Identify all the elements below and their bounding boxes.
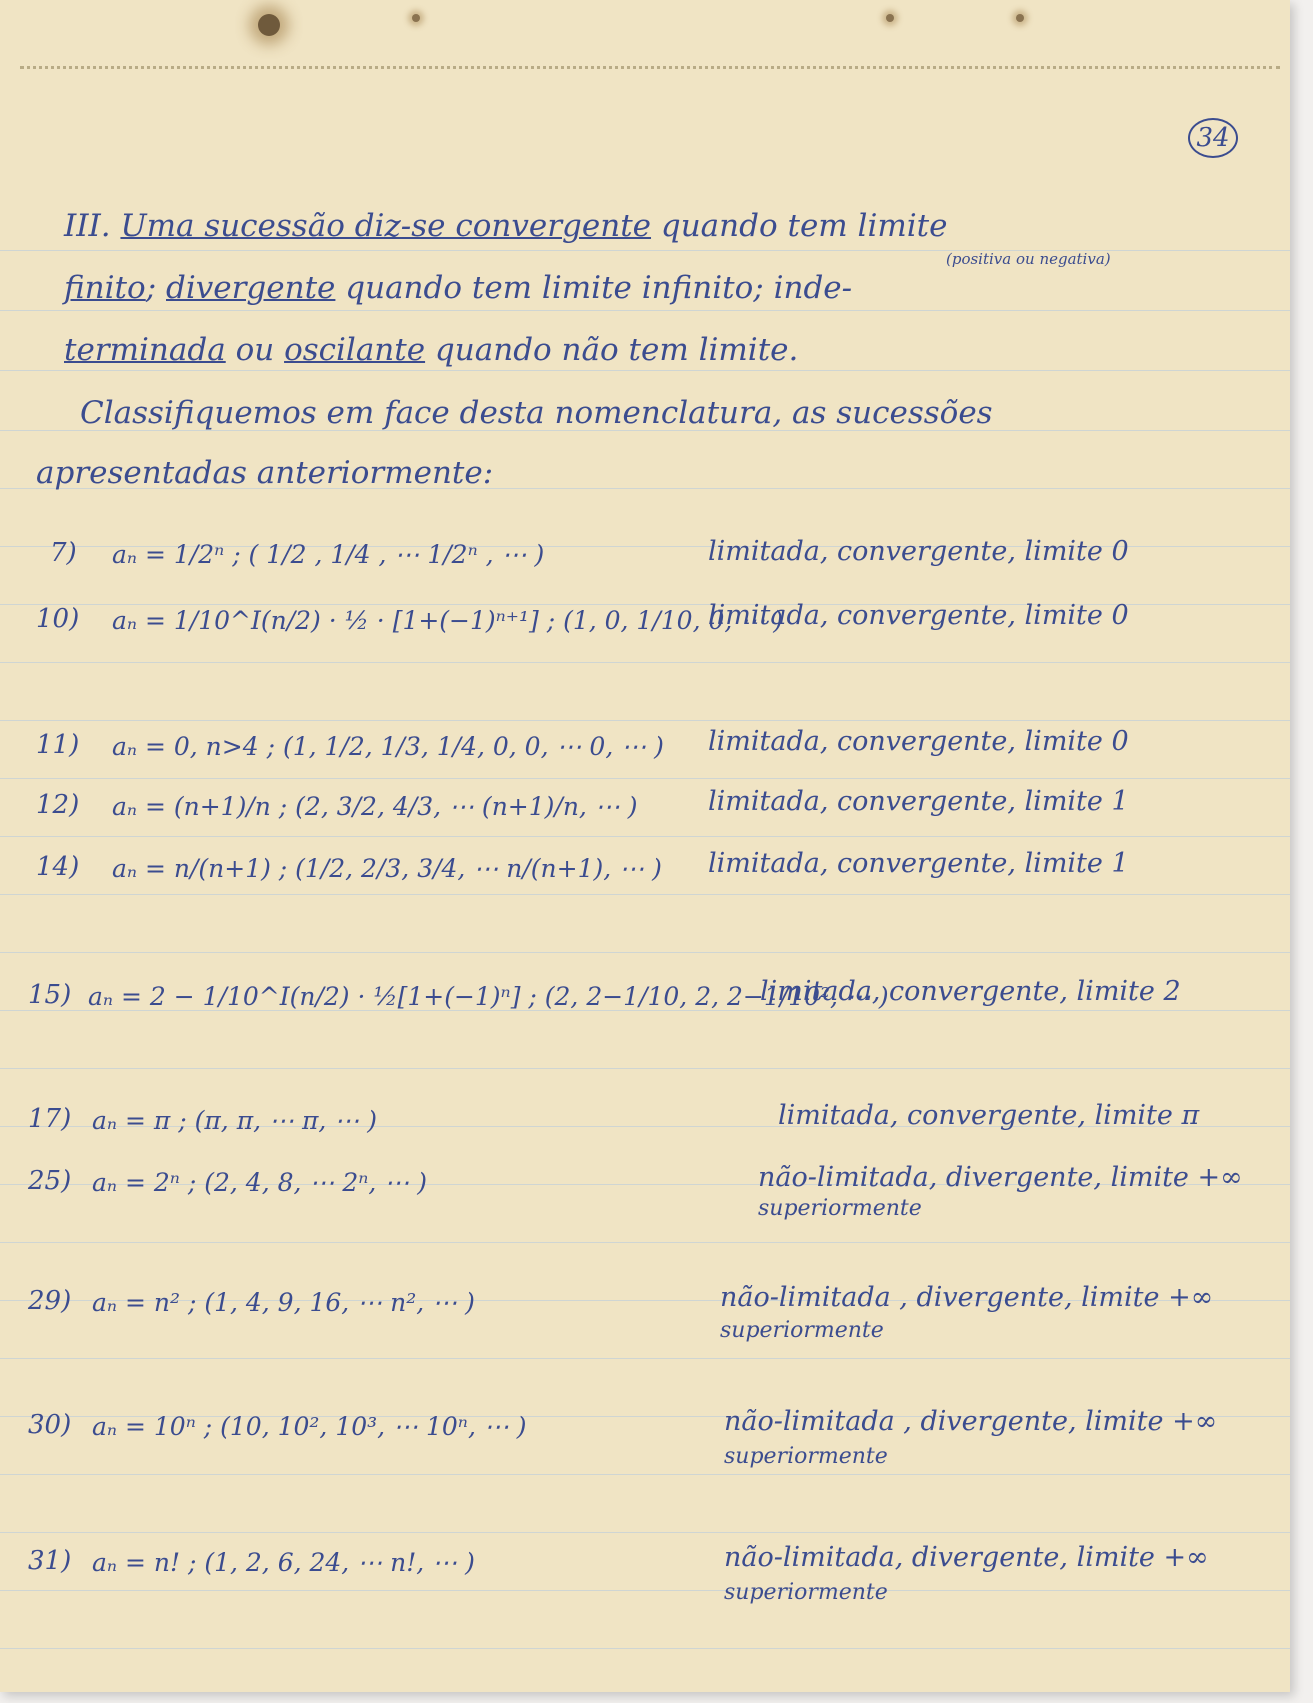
intro-line-1: Classifiquemos em face desta nomenclatura, as sucessões [80,395,993,431]
margin-note: (positiva ou negativa) [946,250,1111,268]
definition-line-1: III. Uma sucessão diz-se convergente quando tem limite [64,208,948,244]
definition-line-2: finito; divergente quando tem limite infinito; inde- [64,270,853,306]
page-number: 34 [1188,118,1238,158]
notebook-page: 34 III. Uma sucessão diz-se convergente quando tem limite (positiva ou negativa) finito; divergente quando tem limite infinito; inde- terminada ou oscilante quando não tem limite. Classifiquemos em face desta nomenclatura, as sucessões apresentadas anteriormente: 7) aₙ = 1/2ⁿ ; ( 1/2 , 1/4 , ⋯ 1/2ⁿ , ⋯ ) limitada, convergente, limite 0 10) aₙ = 1/10^I(n/2) · ½ · [1+(−1)ⁿ⁺¹] ; (1, 0, 1/10, 0, ⋯ ) limitada, convergente, limite 0 11) aₙ = 0, n>4 ; (1, 1/2, 1/3, 1/4, 0, 0, ⋯ 0, ⋯ ) limitada, convergente, limite 0 12) aₙ = (n+1)/n ; (2, 3/2, 4/3, ⋯ (n+1)/n, ⋯ ) limitada, convergente, limite 1 14) aₙ = n/(n+1) ; (1/2, 2/3, 3/4, ⋯ n/(n+1), ⋯ ) limitada, convergente, limite 1 15) aₙ = 2 − 1/10^I(n/2) · ½[1+(−1)ⁿ] ; (2, 2−1/10, 2, 2−1/10², ⋯ ) limitada, convergente, limite 2 17) aₙ = π ; (π, π, ⋯ π, ⋯ ) limitada, convergente, limite π 25) aₙ = 2ⁿ ; (2, 4, 8, ⋯ 2ⁿ, ⋯ ) não-limitada, divergente, limite +∞ superiormente 29) aₙ = n² ; (1, 4, 9, 16, ⋯ n², ⋯ ) não-limitada , divergente, limite +∞ superiormente 30) aₙ = 10ⁿ ; (10, 10², 10³, ⋯ 10ⁿ, ⋯ ) não-limitada , divergente, limite +∞ superiormente 31) aₙ = n! ; (1, 2, 6, 24, ⋯ n!, ⋯ ) não-limitada, divergente, limite +∞ superiormente [0,0,1290,1692]
definition-line-3: terminada ou oscilante quando não tem limite. [64,332,799,368]
perforation-line [20,66,1280,69]
binder-hole [1016,14,1024,22]
binder-hole [412,14,420,22]
binder-hole [258,14,280,36]
intro-line-2: apresentadas anteriormente: [36,455,494,491]
binder-hole [886,14,894,22]
